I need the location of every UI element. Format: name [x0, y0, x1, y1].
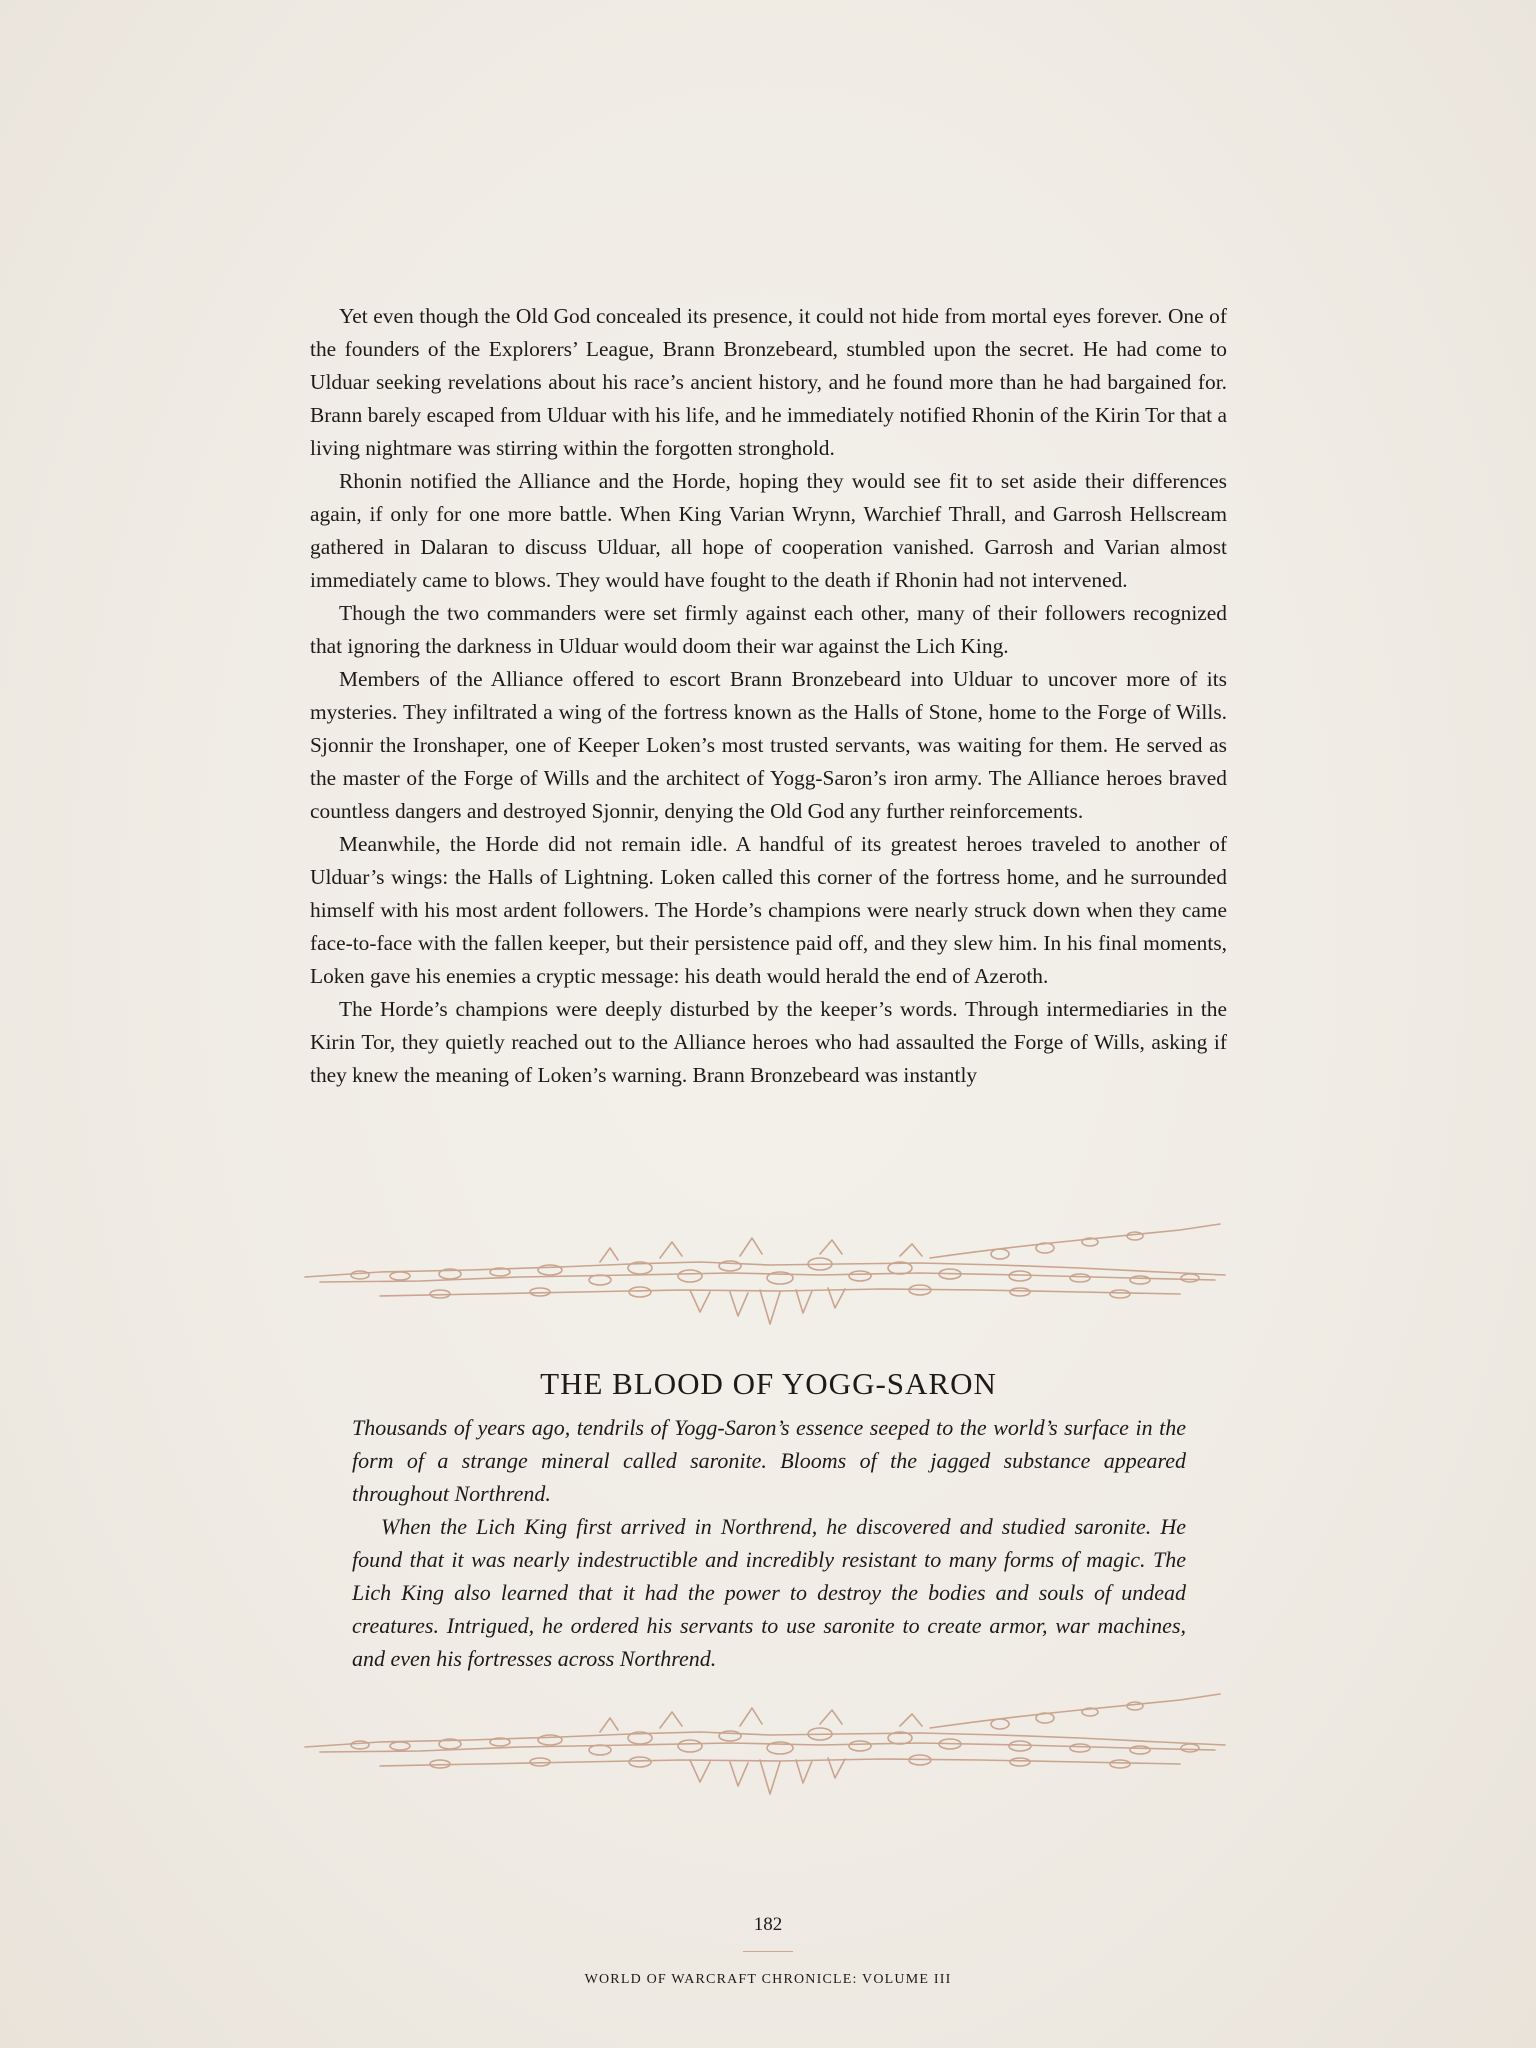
sidebar-box: [352, 1411, 1186, 1675]
running-footer: WORLD OF WARCRAFT CHRONICLE: VOLUME III: [584, 1972, 952, 1987]
saronite-chain-ornament-icon: [300, 1690, 1230, 1810]
body-paragraph-2: Rhonin notified the Alliance and the Horde, hoping they would see fit to set aside their differences again, if only for one more battle. When King Varian Wrynn, Warchief Thrall, and Garrosh Hellscream gathered in Dalaran to discuss Ulduar, all hope of cooperation vanished. Garrosh and Varian almost immediately came to blows. They would have fought to the death if Rhonin had not intervened.: [310, 469, 1227, 592]
page-number-rule: [743, 1951, 793, 1952]
page-number: 182: [753, 1914, 783, 1935]
body-paragraph-6: The Horde’s champions were deeply disturbed by the keeper’s words. Through intermediaries in the Kirin Tor, they quietly reached out to the Alliance heroes who had assaulted the Forge of Wills, asking if they knew the meaning of Loken’s warning. Brann Bronzebeard was instantly: [310, 997, 1227, 1087]
main-text: [310, 300, 1227, 1092]
body-paragraph-3: Though the two commanders were set firmly against each other, many of their followers recognized that ignoring the darkness in Ulduar would doom their war against the Lich King.: [310, 601, 1227, 658]
sidebar-paragraph-1: Thousands of years ago, tendrils of Yogg-Saron’s essence seeped to the world’s surface in the form of a strange mineral called saronite. Blooms of the jagged substance appeared throughout Northrend.: [352, 1415, 1186, 1506]
saronite-chain-ornament-icon: [300, 1220, 1230, 1340]
sidebar-paragraph-2: When the Lich King first arrived in Northrend, he discovered and studied saronite. He found that it was nearly indestructible and incredibly resistant to many forms of magic. The Lich King also learned that it had the power to destroy the bodies and souls of undead creatures. Intrigued, he ordered his servants to use saronite to create armor, war machines, and even his fortresses across Northrend.: [352, 1514, 1186, 1671]
body-paragraph-5: Meanwhile, the Horde did not remain idle. A handful of its greatest heroes traveled to another of Ulduar’s wings: the Halls of Lightning. Loken called this corner of the fortress home, and he surrounded himself with his most ardent followers. The Horde’s champions were nearly struck down when they came face-to-face with the fallen keeper, but their persistence paid off, and they slew him. In his final moments, Loken gave his enemies a cryptic message: his death would herald the end of Azeroth.: [310, 832, 1227, 988]
body-paragraph-4: Members of the Alliance offered to escort Brann Bronzebeard into Ulduar to uncover more of its mysteries. They infiltrated a wing of the fortress known as the Halls of Stone, home to the Forge of Wills. Sjonnir the Ironshaper, one of Keeper Loken’s most trusted servants, was waiting for them. He served as the master of the Forge of Wills and the architect of Yogg-Saron’s iron army. The Alliance heroes braved countless dangers and destroyed Sjonnir, denying the Old God any further reinforcements.: [310, 667, 1227, 823]
sidebar-title: THE BLOOD OF YOGG-SARON: [540, 1366, 997, 1401]
body-paragraph-1: Yet even though the Old God concealed its presence, it could not hide from mortal eyes forever. One of the founders of the Explorers’ League, Brann Bronzebeard, stumbled upon the secret. He had come to Ulduar seeking revelations about his race’s ancient history, and he found more than he had bargained for. Brann barely escaped from Ulduar with his life, and he immediately notified Rhonin of the Kirin Tor that a living nightmare was stirring within the forgotten stronghold.: [310, 304, 1227, 460]
